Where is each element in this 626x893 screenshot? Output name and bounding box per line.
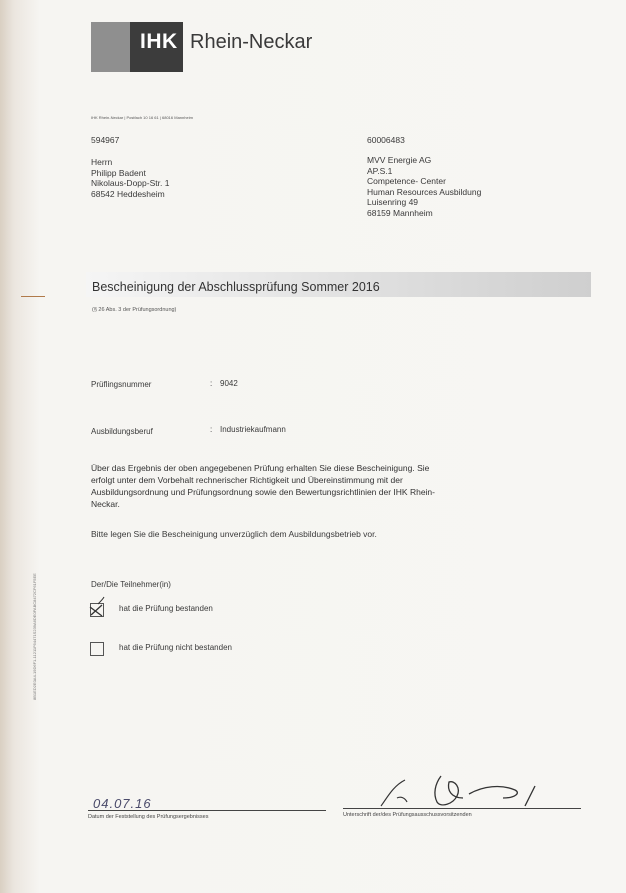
date-line <box>88 810 326 811</box>
company-address <box>367 155 481 218</box>
profession-label: Ausbildungsberuf <box>91 427 153 436</box>
address-line: Human Resources Ausbildung <box>367 186 482 197</box>
exam-number-label: Prüflingsnummer <box>91 380 152 389</box>
address-line: Philipp Badent <box>91 167 146 178</box>
fold-mark <box>21 296 45 297</box>
address-line: AP.S.1 <box>367 165 393 176</box>
instruction-paragraph: Bitte legen Sie die Bescheinigung unverzüglich dem Ausbildungsbetrieb vor. <box>91 529 377 539</box>
passed-checkbox[interactable] <box>90 603 104 617</box>
logo-region: Rhein-Neckar <box>190 31 313 53</box>
exam-number-value: 9042 <box>220 379 238 388</box>
document-title: Bescheinigung der Abschlussprüfung Sommer 2016 <box>92 280 380 294</box>
document-subtitle: (§ 26 Abs. 3 der Prüfungsordnung) <box>92 307 177 313</box>
check-mark-icon <box>89 599 105 617</box>
sender-line: IHK Rhein-Neckar | Postfach 10 16 61 | 68016 Mannheim <box>91 115 193 120</box>
field-separator: : <box>210 425 213 434</box>
recipient-address <box>91 157 169 199</box>
address-line: MVV Energie AG <box>367 155 432 165</box>
participant-label: Der/Die Teilnehmer(in) <box>91 580 171 589</box>
address-line: 68159 Mannheim <box>367 207 433 218</box>
signature-mark <box>375 768 555 813</box>
recipient-ref-number: 594967 <box>91 135 120 145</box>
address-line: Competence- Center <box>367 176 446 186</box>
signature-caption: Unterschrift der/des Prüfungsausschussvorsitzenden <box>343 812 472 818</box>
address-line: Luisenring 49 <box>367 197 419 207</box>
field-separator: : <box>210 379 213 388</box>
company-ref-number: 60006483 <box>367 135 405 145</box>
failed-label: hat die Prüfung nicht bestanden <box>119 643 232 652</box>
address-line: Herrn <box>91 157 113 167</box>
result-paragraph: Über das Ergebnis der oben angegebenen Prüfung erhalten Sie diese Bescheinigung. Sie erfolgt unter dem Vorbehalt rechnerischer Richtigkeit und Übereinstimmung mit der Ausbildungsordnung und Prüfungsordnung sowie den Bewertungsrichtlinien der IHK Rhein-Neckar. <box>91 463 435 509</box>
profession-value: Industriekaufmann <box>220 425 286 434</box>
side-code: 8B1ED2E0A4-19D6F1-11211F64471S239A6DE0FABC8472CF61F5EE <box>32 573 37 700</box>
handwritten-date: 04.07.16 <box>93 796 152 811</box>
date-caption: Datum der Feststellung des Prüfungsergebnisses <box>88 814 209 820</box>
logo-ihk: IHK <box>140 30 178 53</box>
failed-checkbox[interactable] <box>90 642 104 656</box>
address-line: Nikolaus-Dopp-Str. 1 <box>91 178 170 188</box>
address-line: 68542 Heddesheim <box>91 188 165 199</box>
signature-line <box>343 808 581 809</box>
passed-label: hat die Prüfung bestanden <box>119 604 213 613</box>
